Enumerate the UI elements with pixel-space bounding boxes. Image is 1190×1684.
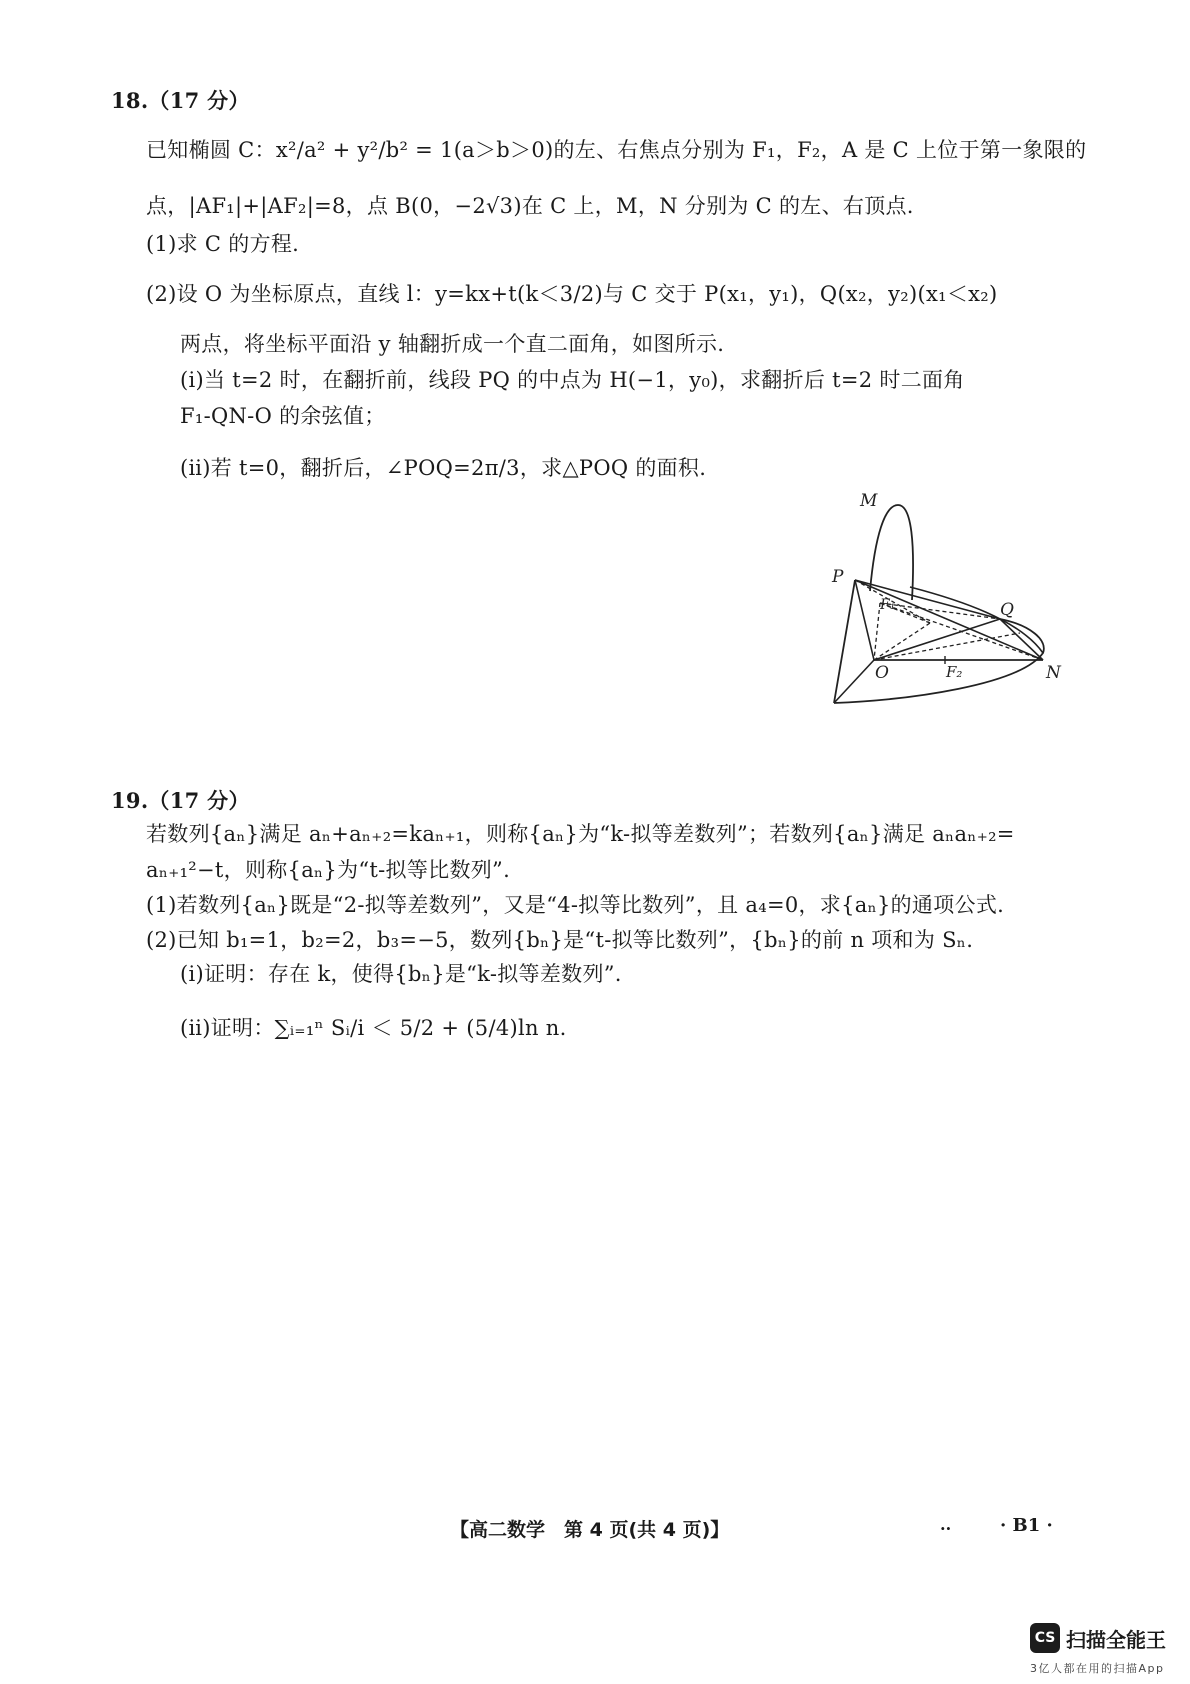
q19-line-3: (1)若数列{aₙ}既是“2-拟等差数列”，又是“4-拟等比数列”，且 a₄=0，求{aₙ}的通项公式. <box>146 893 1005 917</box>
scanner-name: 扫描全能王 <box>1066 1627 1166 1652</box>
q18-line-8: (ⅱ)若 t=0，翻折后，∠POQ=2π/3，求△POQ 的面积. <box>180 456 707 480</box>
q18-line-1: 已知椭圆 C：x²/a² + y²/b² = 1(a＞b＞0)的左、右焦点分别为 F₁，F₂，A 是 C 上位于第一象限的 <box>146 138 1087 162</box>
label-o: O <box>875 663 889 683</box>
scanner-watermark <box>1030 1623 1166 1653</box>
q19-header: 19.（17 分） <box>111 788 250 813</box>
q18-line-3: (1)求 C 的方程. <box>146 232 300 256</box>
label-q: Q <box>1000 600 1014 620</box>
q19-line-2: aₙ₊₁²−t，则称{aₙ}为“t-拟等比数列”. <box>146 858 511 882</box>
footer-dots: .. <box>940 1515 952 1534</box>
q18-line-2: 点，|AF₁|+|AF₂|=8，点 B(0，−2√3)在 C 上，M，N 分别为 C 的左、右顶点. <box>146 194 914 218</box>
q19-line-4: (2)已知 b₁=1，b₂=2，b₃=−5，数列{bₙ}是“t-拟等比数列”，{bₙ}的前 n 项和为 Sₙ. <box>146 928 974 952</box>
label-p: P <box>832 567 844 587</box>
label-f2: F₂ <box>946 663 963 681</box>
segment-f1-n-dashed <box>880 603 1043 660</box>
label-m: M <box>860 491 878 511</box>
paper-code: · B1 · <box>1000 1515 1053 1536</box>
q18-line-5: 两点，将坐标平面沿 y 轴翻折成一个直二面角，如图所示. <box>180 332 725 356</box>
folded-ellipse-diagram <box>820 495 1060 715</box>
segment-o-q <box>874 619 1000 660</box>
page-footer: 【高二数学 第 4 页(共 4 页)】 <box>450 1519 730 1541</box>
q18-line-7: F₁-QN-O 的余弦值； <box>180 404 386 428</box>
q19-line-5: (ⅰ)证明：存在 k，使得{bₙ}是“k-拟等差数列”. <box>180 962 622 986</box>
segment-p-q <box>855 580 1000 619</box>
scanner-logo-icon: CS <box>1030 1623 1060 1653</box>
segment-p-o <box>855 580 874 660</box>
q19-line-1: 若数列{aₙ}满足 aₙ+aₙ₊₂=kaₙ₊₁，则称{aₙ}为“k-拟等差数列”；若数列{aₙ}满足 aₙaₙ₊₂= <box>146 822 1015 846</box>
label-n: N <box>1046 663 1061 683</box>
q18-header: 18.（17 分） <box>111 88 250 113</box>
q19-line-6: (ⅱ)证明：∑ᵢ₌₁ⁿ Sᵢ/i ＜ 5/2 + (5/4)ln n. <box>180 1016 567 1040</box>
q18-figure <box>820 491 1061 715</box>
q18-line-6: (ⅰ)当 t=2 时，在翻折前，线段 PQ 的中点为 H(−1，y₀)，求翻折后 t=2 时二面角 <box>180 368 965 392</box>
q18-line-4: (2)设 O 为坐标原点，直线 l：y=kx+t(k＜3/2)与 C 交于 P(x₁，y₁)，Q(x₂，y₂)(x₁＜x₂) <box>146 282 998 306</box>
segment-p-n <box>855 580 1043 660</box>
label-f1: F₁ <box>880 597 896 613</box>
scanner-tagline: 3亿人都在用的扫描App <box>1030 1662 1165 1675</box>
